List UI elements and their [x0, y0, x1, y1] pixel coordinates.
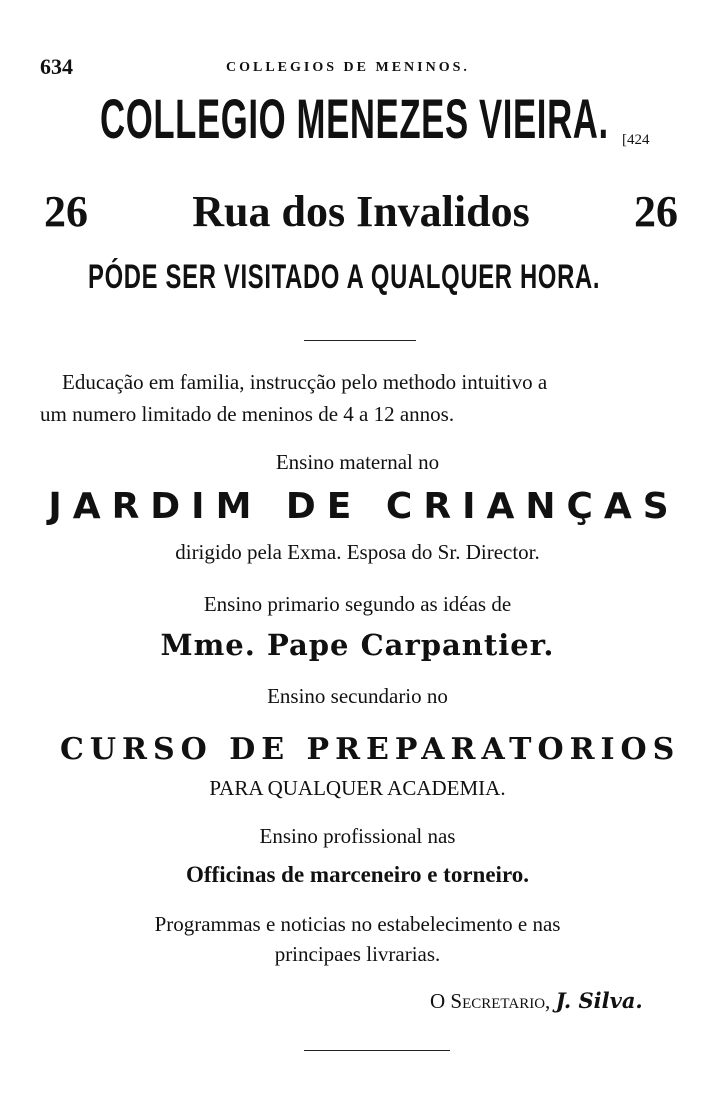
primary-name: Mme. Pape Carpantier. — [160, 628, 555, 662]
page-number: 634 — [40, 54, 73, 79]
secondary-label: Ensino secundario no — [267, 684, 448, 708]
address-number-left: 26 — [44, 187, 88, 236]
maternal-detail: dirigido pela Exma. Esposa do Sr. Director. — [175, 540, 540, 564]
programmes-line-1: Programmas e noticias no estabelecimento e nas — [154, 912, 561, 936]
programmes-line-2: principaes livrarias. — [274, 942, 441, 966]
address-street: Rua dos Invalidos — [192, 187, 530, 236]
maternal-name: JARDIM DE CRIANÇAS — [48, 486, 680, 527]
title-reference: [424 — [622, 132, 650, 148]
secondary-detail: PARA QUALQUER ACADEMIA. — [209, 776, 506, 800]
running-head: COLLEGIOS DE MENINOS. — [226, 60, 470, 75]
signature-name: J. Silva. — [555, 988, 643, 1013]
address-number-right: 26 — [633, 187, 678, 236]
professional-label: Ensino profissional nas — [259, 824, 456, 848]
maternal-label: Ensino maternal no — [275, 450, 440, 474]
address-line — [44, 186, 678, 237]
divider-rule-top — [304, 340, 416, 341]
signature — [430, 988, 643, 1014]
intro-line-2: um numero limitado de meninos de 4 a 12 annos. — [40, 402, 455, 426]
secondary-name: CURSO DE PREPARATORIOS — [60, 732, 681, 767]
intro-line-1: Educação em familia, instrucção pelo methodo intuitivo a — [62, 370, 548, 394]
visiting-hours: PÓDE SER VISITADO A QUALQUER HORA. — [88, 258, 601, 296]
college-title: COLLEGIO MENEZES VIEIRA. — [100, 87, 609, 150]
primary-label: Ensino primario segundo as idéas de — [203, 592, 512, 616]
divider-rule-bottom — [304, 1050, 450, 1051]
professional-name: Officinas de marceneiro e torneiro. — [185, 862, 529, 887]
signature-role: O Secretario, — [430, 989, 551, 1013]
